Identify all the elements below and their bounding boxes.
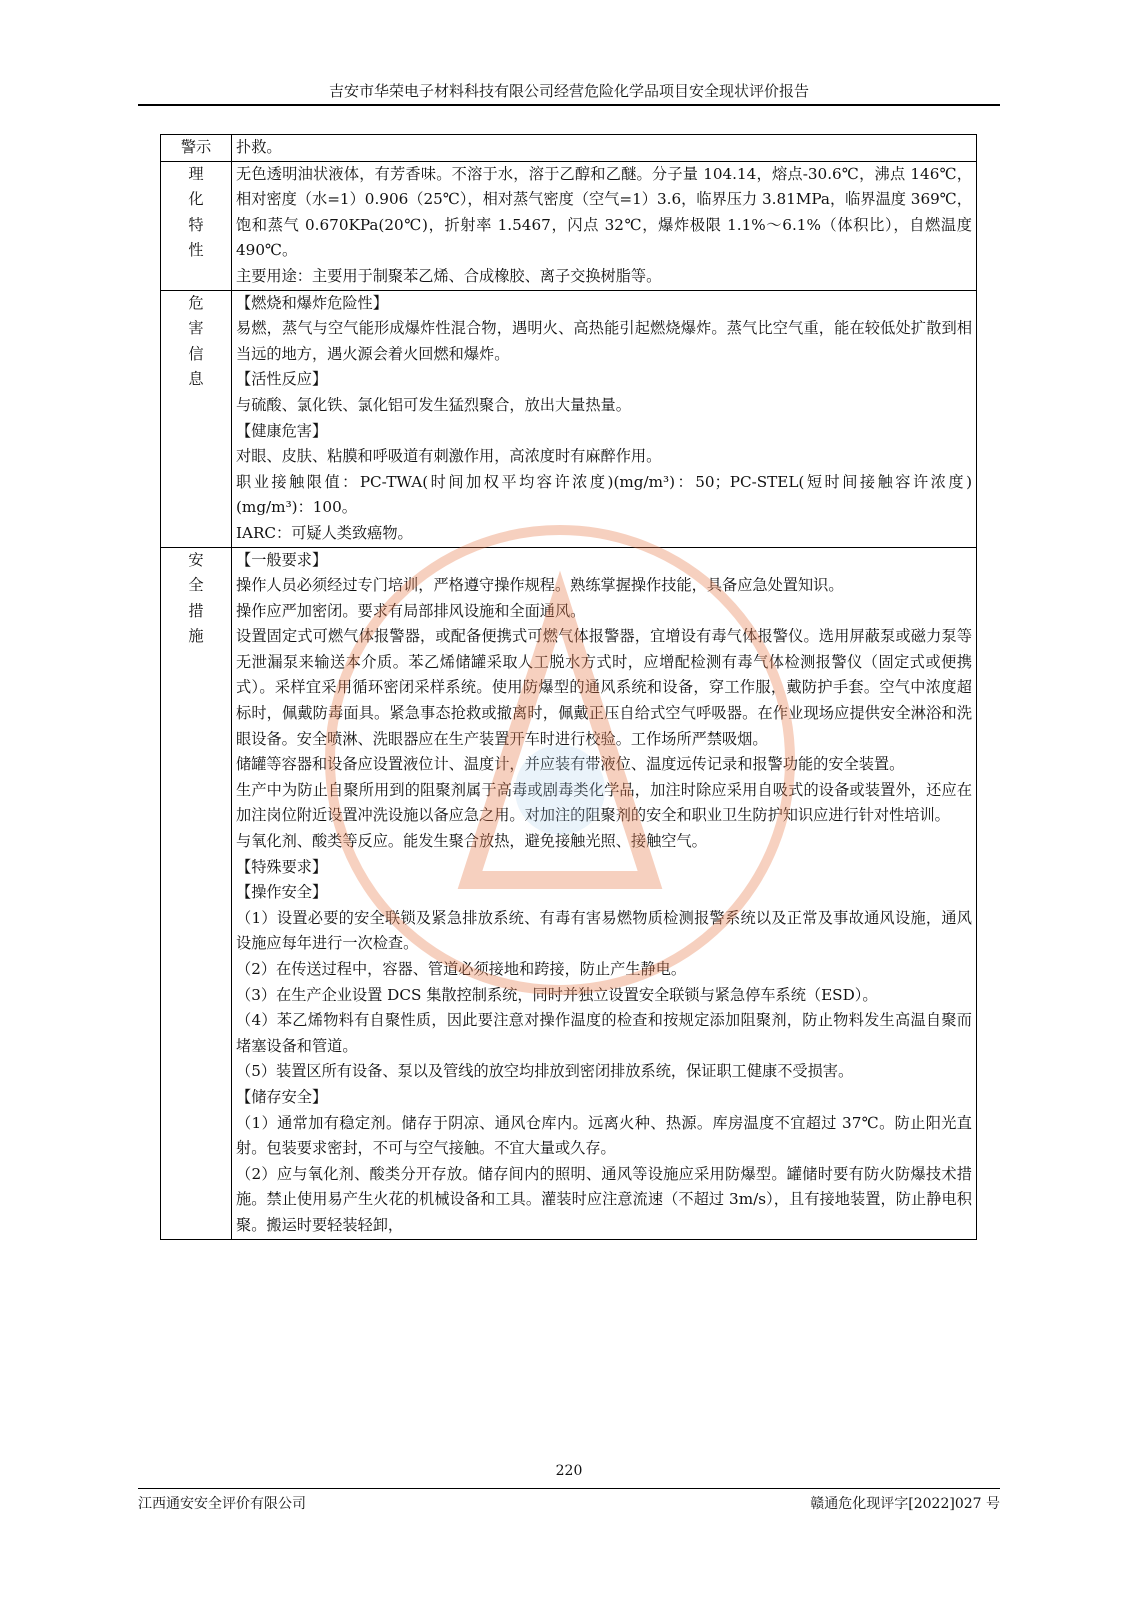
physchem-content bbox=[232, 161, 977, 290]
paragraph: 设置固定式可燃气体报警器，或配备便携式可燃气体报警器，宜增设有毒气体报警仪。选用屏蔽泵或磁力泵等无泄漏泵来输送本介质。苯乙烯储罐采取人工脱水方式时，应增配检测有毒气体检测报警仪（固定式或便携式）。采样宜采用循环密闭采样系统。使用防爆型的通风系统和设备，穿工作服，戴防护手套。空气中浓度超标时，佩戴防毒面具。紧急事态抢救或撤离时，佩戴正压自给式空气呼吸器。在作业现场应提供安全淋浴和洗眼设备。安全喷淋、洗眼器应在生产装置开车时进行校验。工作场所严禁吸烟。 bbox=[236, 627, 972, 748]
paragraph: 生产中为防止自聚所用到的阻聚剂属于高毒或剧毒类化学品，加注时除应采用自吸式的设备或装置外，还应在加注岗位附近设置冲洗设施以备应急之用。对加注的阻聚剂的安全和职业卫生防护知识应进行针对性培训。 bbox=[236, 780, 972, 825]
page-number: 220 bbox=[555, 1463, 583, 1479]
list-item: （3）在生产企业设置 DCS 集散控制系统，同时并独立设置安全联锁与紧急停车系统（ESD）。 bbox=[236, 985, 878, 1004]
report-title: 吉安市华荣电子材料科技有限公司经营危险化学品项目安全现状评价报告 bbox=[328, 82, 809, 100]
msds-table bbox=[160, 134, 977, 1240]
section-heading: 【操作安全】 bbox=[236, 883, 328, 902]
hazard-content bbox=[232, 290, 977, 547]
list-item: （2）在传送过程中，容器、管道必须接地和跨接，防止产生静电。 bbox=[236, 960, 687, 978]
paragraph: 储罐等容器和设备应设置液位计、温度计，并应装有带液位、温度远传记录和报警功能的安全装置。 bbox=[236, 755, 905, 774]
paragraph: 与氧化剂、酸类等反应。能发生聚合放热，避免接触光照、接触空气。 bbox=[236, 832, 707, 851]
paragraph: 易燃，蒸气与空气能形成爆炸性混合物，遇明火、高热能引起燃烧爆炸。蒸气比空气重，能在较低处扩散到相当远的地方，遇火源会着火回燃和爆炸。 bbox=[236, 319, 972, 363]
physchem-usage: 主要用途：主要用于制聚苯乙烯、合成橡胶、离子交换树脂等。 bbox=[236, 266, 662, 285]
section-heading: 【燃烧和爆炸危险性】 bbox=[236, 293, 388, 312]
row-hazard bbox=[161, 290, 977, 547]
list-item: （4）苯乙烯物料有自聚性质，因此要注意对操作温度的检查和按规定添加阻聚剂，防止物料发生高温自聚而堵塞设备和管道。 bbox=[236, 1011, 972, 1055]
footer-company: 江西通安安全评价有限公司 bbox=[138, 1496, 306, 1512]
label-safety: 安 全 措 施 bbox=[161, 547, 232, 1239]
label-warning: 警示 bbox=[161, 135, 232, 162]
section-heading: 【特殊要求】 bbox=[236, 857, 328, 876]
footer-report-number: 赣通危化现评字[2022]027 号 bbox=[810, 1496, 1000, 1512]
section-heading: 【活性反应】 bbox=[236, 370, 328, 389]
page-footer bbox=[138, 1463, 1000, 1512]
list-item: （1）通常加有稳定剂。储存于阴凉、通风仓库内。远离火种、热源。库房温度不宜超过 37℃。防止阳光直射。包装要求密封，不可与空气接触。不宜大量或久存。 bbox=[236, 1113, 972, 1158]
section-heading: 【储存安全】 bbox=[236, 1087, 328, 1106]
physchem-properties: 无色透明油状液体，有芳香味。不溶于水，溶于乙醇和乙醚。分子量 104.14，熔点-30.6℃，沸点 146℃，相对密度（水=1）0.906（25℃），相对蒸气密度（空气=1）3.6，临界压力 3.81MPa，临界温度 369℃，饱和蒸气 0.670KPa(20℃)，折射率 1.5467，闪点 32℃，爆炸极限 1.1%～6.1%（体积比），自燃温度 490℃。 bbox=[236, 164, 972, 260]
list-item: （2）应与氧化剂、酸类分开存放。储存间内的照明、通风等设施应采用防爆型。罐储时要有防火防爆技术措施。禁止使用易产生火花的机械设备和工具。灌装时应注意流速（不超过 3m/s），且有接地装置，防止静电积聚。搬运时要轻装轻卸， bbox=[236, 1164, 972, 1234]
row-safety bbox=[161, 547, 977, 1239]
row-physchem bbox=[161, 161, 977, 290]
list-item: （5）装置区所有设备、泵以及管线的放空均排放到密闭排放系统，保证职工健康不受损害。 bbox=[236, 1062, 854, 1081]
safety-content bbox=[232, 547, 977, 1239]
section-heading: 【一般要求】 bbox=[236, 550, 328, 569]
page-header bbox=[138, 78, 1000, 106]
label-physchem: 理 化 特 性 bbox=[161, 161, 232, 290]
section-heading: 【健康危害】 bbox=[236, 421, 328, 440]
paragraph: 对眼、皮肤、粘膜和呼吸道有刺激作用，高浓度时有麻醉作用。 bbox=[236, 447, 662, 466]
paragraph: 与硫酸、氯化铁、氯化铝可发生猛烈聚合，放出大量热量。 bbox=[236, 395, 631, 414]
row-warning bbox=[161, 135, 977, 162]
paragraph: 操作人员必须经过专门培训，严格遵守操作规程。熟练掌握操作技能，具备应急处置知识。 bbox=[236, 576, 844, 595]
paragraph: IARC：可疑人类致癌物。 bbox=[236, 523, 413, 542]
list-item: （1）设置必要的安全联锁及紧急排放系统、有毒有害易燃物质检测报警系统以及正常及事故通风设施，通风设施应每年进行一次检查。 bbox=[236, 908, 972, 953]
warning-text: 扑救。 bbox=[232, 135, 977, 162]
label-hazard: 危 害 信 息 bbox=[161, 290, 232, 547]
paragraph: 职业接触限值：PC-TWA(时间加权平均容许浓度)(mg/m³)：50；PC-STEL(短时间接触容许浓度)(mg/m³)：100。 bbox=[236, 472, 972, 517]
paragraph: 操作应严加密闭。要求有局部排风设施和全面通风。 bbox=[236, 601, 586, 620]
